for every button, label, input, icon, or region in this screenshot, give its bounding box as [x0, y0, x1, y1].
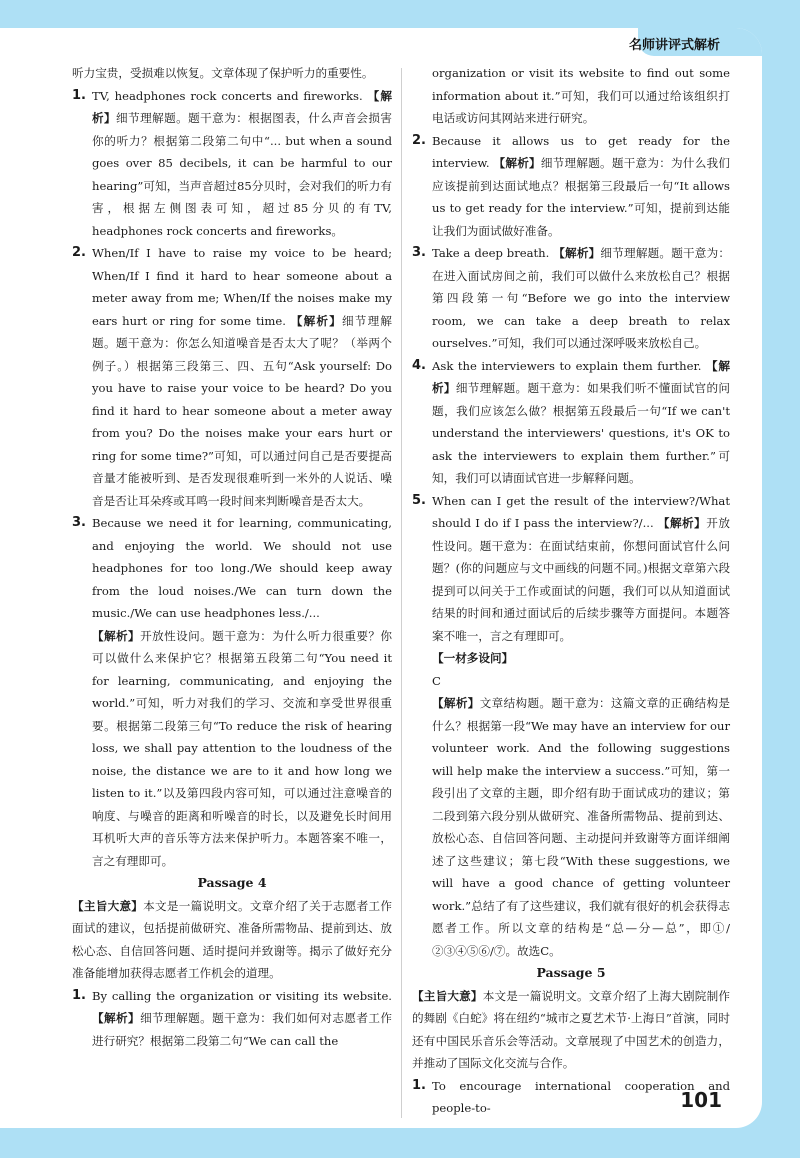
question-number: 2. — [72, 245, 86, 260]
question-number: 3. — [72, 515, 86, 530]
answer-text: When/If I have to raise my voice to be heard; When/If I find it hard to hear someone about a meter away from me; When/If the noises make my ears hurt or ring for some time. — [92, 246, 392, 328]
passage-4-question-1-continued: organization or visit its website to find out some information about it.”可知，我们可以通过给该组织打电话或访问其网站来进行研究。 — [432, 66, 730, 125]
page-number: 101 — [680, 1088, 722, 1112]
analysis-tag: 【解析】 — [432, 696, 480, 710]
question-number: 3. — [412, 245, 426, 260]
main-idea-tag: 【主旨大意】 — [412, 988, 483, 1003]
question-number: 1. — [412, 1077, 426, 1093]
answer-text: TV, headphones rock concerts and fireworks. — [92, 88, 363, 103]
left-column — [72, 62, 392, 1052]
question-3 — [72, 512, 392, 625]
question-number: 1. — [72, 87, 86, 103]
analysis-text: 文章结构题。题干意为：这篇文章的正确结构是什么？根据第一段“We may have an interview for our volunteer work. And the following suggestions will help make the interview a success.”可知，第一段引出了文章的主题，即介绍有助于面试成功的建议；第二段到第六段分别从做研究、准备所需物品、提前到达、放松心态、自信回答问题、主动提问并致谢等方面详细阐述了这些建议；第七段“With these suggestions, we will have a good chance of getting volunteer work.”总结了有了这些建议，我们就有很好的机会获得志愿者工作。所以文章的结构是“总—分—总”，即①/②③④⑤⑥/⑦。故选C。 — [432, 696, 730, 958]
question-2 — [72, 242, 392, 512]
passage-4-question-5 — [412, 490, 730, 648]
analysis-text: 细节理解题。题干意为：如果我们听不懂面试官的问题，我们应该怎么做？根据第五段最后一句“If we can't understand the interviewers' questions, it's OK to ask the interviewers to explain them further.”可知，我们可以请面试官进一步解释问题。 — [432, 381, 730, 485]
analysis-text: 细节理解题。题干意为：我们如何对志愿者工作进行研究？根据第二段第二句“We can call the — [92, 1011, 392, 1048]
answer-text: Take a deep breath. — [432, 246, 550, 260]
analysis-tag: 【解析】 — [290, 313, 342, 328]
question-3-analysis — [72, 625, 392, 873]
intro-text: 听力宝贵，受损难以恢复。文章体现了保护听力的重要性。 — [72, 66, 374, 80]
analysis-text: 细节理解题。题干意为：为什么我们应该提前到达面试地点？根据第三段最后一句“It allows us to get ready for the interview.”可知，提前到达能让我们为面试做好准备。 — [432, 156, 730, 238]
passage-4-question-1 — [72, 985, 392, 1053]
answer-text: Because it allows us to get ready for the interview. — [432, 133, 730, 170]
column-divider — [401, 68, 402, 1118]
analysis-text: 细节理解题。题干意为：你怎么知道噪音是否太大了呢？（举两个例子。）根据第三段第三、四、五句“Ask yourself: Do you have to raise your voice to be heard? Do you find it hard to hear someone about a meter away from you? Do the noises make your ears hurt or ring for some time?”可知，可以通过问自己是否要提高音量才能被听到、是否发现很难听到一米外的人说话、噪音是否让耳朵疼或耳鸣一段时间来判断噪音是否太大。 — [92, 313, 392, 508]
multi-question-analysis — [412, 692, 730, 962]
question-number: 2. — [412, 132, 426, 148]
question-1 — [72, 85, 392, 243]
question-number: 5. — [412, 492, 426, 508]
analysis-text: 细节理解题。题干意为：根据图表，什么声音会损害你的听力？根据第二段第二句中“... but when a sound goes over 85 decibels, it can be harmful to our hearing”可知，当声音超过85分贝时，会对我们的听力有害，根据左侧图表可知，超过85分贝的有TV, headphones rock concerts and fireworks。 — [92, 111, 392, 238]
analysis-tag: 【解析】 — [92, 1011, 141, 1025]
analysis-tag: 【解析】 — [92, 88, 392, 125]
question-number: 1. — [72, 987, 86, 1003]
analysis-tag: 【解析】 — [432, 358, 730, 395]
passage-4-main-idea — [72, 895, 392, 985]
main-idea-tag: 【主旨大意】 — [72, 898, 144, 913]
analysis-tag: 【解析】 — [92, 628, 141, 643]
passage-4-question-4 — [412, 355, 730, 490]
multi-question-heading: 【一材多设问】 — [432, 651, 514, 665]
analysis-text: 细节理解题。题干意为：在进入面试房间之前，我们可以做什么来放松自己？根据第四段第一句“Before we go into the interview room, we can take a deep breath to relax ourselves.”可知，我们可以通过深呼吸来放松自己。 — [432, 246, 730, 350]
question-number: 4. — [412, 357, 426, 373]
passage-4-question-3 — [412, 242, 730, 355]
answer-text: By calling the organization or visiting its website. — [92, 988, 392, 1003]
page — [0, 28, 762, 1128]
passage-5-title: Passage 5 — [536, 965, 606, 980]
main-idea-text: 本文是一篇说明文。文章介绍了上海大剧院制作的舞剧《白蛇》将在纽约“城市之夏艺术节·上海日”首演，同时还有中国民乐音乐会等活动。文章展现了中国艺术的创造力，并推动了国际文化交流与合作。 — [412, 988, 730, 1070]
analysis-tag: 【解析】 — [657, 516, 707, 530]
multi-question-answer: C — [432, 673, 441, 688]
analysis-text: 开放性设问。题干意为：为什么听力很重要？你可以做什么来保护它？根据第五段第二句“You need it for learning, communicating, and enjoying the world.”可知，听力对我们的学习、交流和享受世界很重要。根据第二段第三句“To reduce the risk of hearing loss, we shall pay attention to the loudness of the noise, the distance we are to it and how long we listen to it.”以及第四段内容可知，可以通过注意噪音的响度、与噪音的距离和听噪音的时长，以及避免长时间用耳机听大声的音乐等方法来保护听力。本题答案不唯一，言之有理即可。 — [92, 628, 392, 868]
answer-text: Ask the interviewers to explain them further. — [432, 358, 702, 373]
passage-4-title: Passage 4 — [197, 875, 267, 890]
right-column — [412, 62, 730, 1120]
passage-5-main-idea — [412, 985, 730, 1075]
passage-4-question-2 — [412, 130, 730, 243]
analysis-tag: 【解析】 — [493, 156, 541, 170]
analysis-text: 开放性设问。题干意为：在面试结束前，你想问面试官什么问题？(你的问题应与文中画线的问题不同。)根据文章第六段提到可以问关于工作或面试的问题，我们可以从知道面试结果的时间和通过面试后的后续步骤等方面提问。本题答案不唯一，言之有理即可。 — [432, 516, 730, 643]
answer-text: To encourage international cooperation and people-to- — [432, 1078, 730, 1115]
answer-text: Because we need it for learning, communicating, and enjoying the world. We should not use headphones for too long./We should keep away from the loud noises./We can turn down the music./We can use headphones less./... — [92, 516, 392, 620]
answer-text: When can I get the result of the interview?/What should I do if I pass the interview?/... — [432, 493, 730, 530]
analysis-tag: 【解析】 — [553, 246, 601, 260]
header-title: 名师讲评式解析 — [628, 38, 720, 53]
main-idea-text: 本文是一篇说明文。文章介绍了关于志愿者工作面试的建议，包括提前做研究、准备所需物品、提前到达、放松心态、自信回答问题、适时提问并致谢等。揭示了做好充分准备能增加获得志愿者工作机会的道理。 — [72, 898, 392, 980]
